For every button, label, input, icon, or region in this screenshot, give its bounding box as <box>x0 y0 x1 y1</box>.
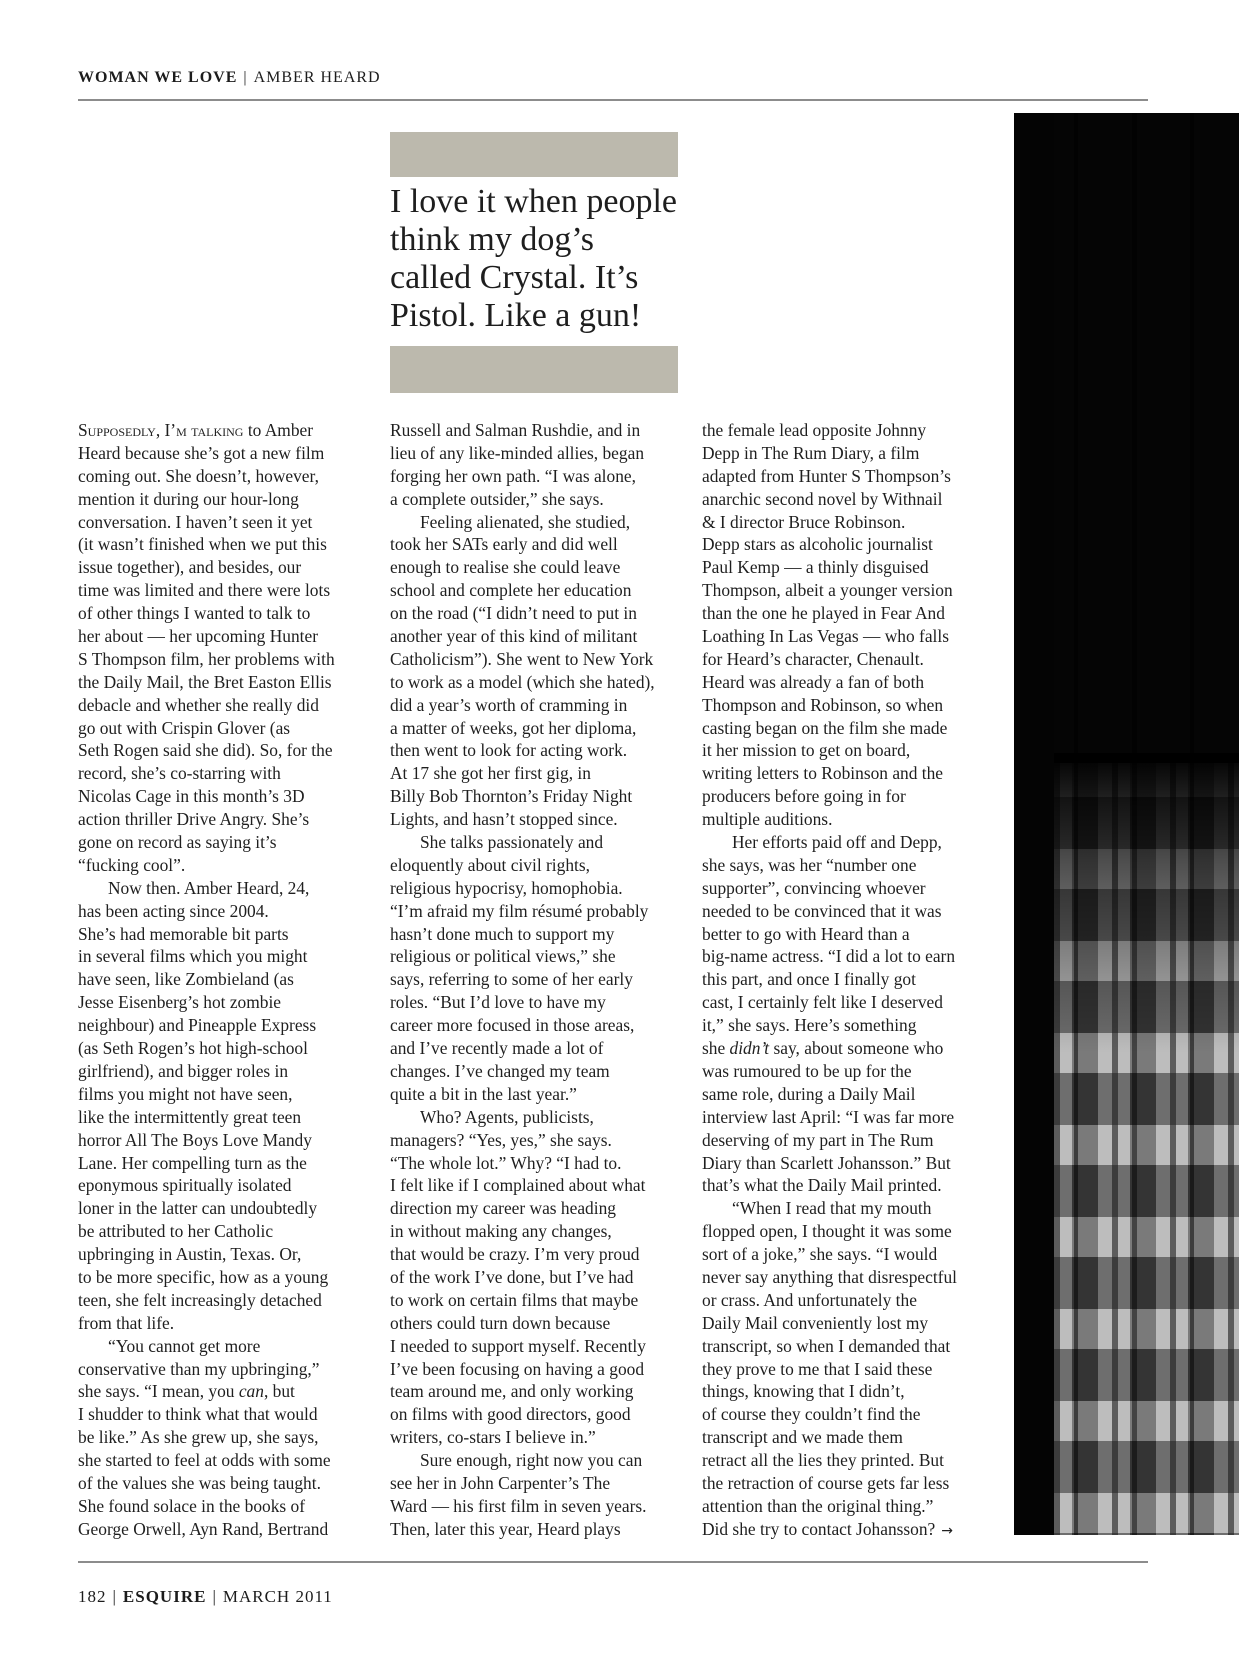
text-line: flopped open, I thought it was some <box>702 1221 952 1242</box>
text-line: Nicolas Cage in this month’s 3D <box>78 786 305 807</box>
text-line: have seen, like Zombieland (as <box>78 969 294 990</box>
text-line: films you might not have seen, <box>78 1083 293 1104</box>
text-line: Loathing In Las Vegas — who falls <box>702 626 949 647</box>
pull-quote <box>390 183 690 335</box>
text-line: writing letters to Robinson and the <box>702 763 944 784</box>
text-line: of the work I’ve done, but I’ve had <box>390 1266 634 1287</box>
text-line: transcript, so when I demanded that <box>702 1335 951 1356</box>
article-column-1 <box>78 419 370 1541</box>
text-line: be like.” As she grew up, she says, <box>78 1427 319 1448</box>
text-line: Feeling alienated, she studied, <box>420 511 631 532</box>
text-line: Then, later this year, Heard plays <box>390 1518 621 1539</box>
text-line: of course they couldn’t find the <box>702 1404 921 1425</box>
text-fragment: Did she try to contact Johansson? <box>702 1518 936 1539</box>
text-line: I needed to support myself. Recently <box>390 1335 646 1356</box>
text-line: Daily Mail conveniently lost my <box>702 1312 929 1333</box>
text-line: multiple auditions. <box>702 809 833 830</box>
text-line: gone on record as saying it’s <box>78 832 277 853</box>
header-separator: | <box>243 69 248 86</box>
text-line: says, referring to some of her early <box>390 969 633 990</box>
text-line: action thriller Drive Angry. She’s <box>78 809 310 830</box>
text-line: it her mission to get on board, <box>702 740 911 761</box>
text-line: others could turn down because <box>390 1312 611 1333</box>
text-line: Seth Rogen said she did). So, for the <box>78 740 333 761</box>
text-line: issue together), and besides, our <box>78 557 302 578</box>
text-line: S Thompson film, her problems with <box>78 648 335 669</box>
text-line: from that life. <box>78 1312 175 1333</box>
text-line: school and complete her education <box>390 580 632 601</box>
text-line: she says, was her “number one <box>702 854 917 875</box>
text-line: team around me, and only working <box>390 1381 634 1402</box>
text-line: She talks passionately and <box>420 832 604 853</box>
text-line: interview last April: “I was far more <box>702 1106 955 1127</box>
text-line: girlfriend), and bigger roles in <box>78 1060 289 1081</box>
text-line: (as Seth Rogen’s hot high-school <box>78 1038 308 1059</box>
text-line: the retraction of course gets far less <box>702 1472 950 1493</box>
text-line: mention it during our hour-long <box>78 488 299 509</box>
text-line: things, knowing that I didn’t, <box>702 1381 905 1402</box>
text-line: for Heard’s character, Chenault. <box>702 648 924 669</box>
page-number: 182 <box>78 1587 107 1606</box>
text-line: conservative than my upbringing,” <box>78 1358 320 1379</box>
text-line: debacle and whether she really did <box>78 694 319 715</box>
pull-quote-bottom-bar <box>390 346 678 393</box>
text-line: writers, co-stars I believe in.” <box>390 1427 596 1448</box>
text-line: I shudder to think what that would <box>78 1404 318 1425</box>
text-line: career more focused in those areas, <box>390 1015 635 1036</box>
magazine-name: ESQUIRE <box>122 1587 207 1606</box>
text-line: another year of this kind of militant <box>390 626 638 647</box>
text-line: and I’ve recently made a lot of <box>390 1038 604 1059</box>
footer-rule <box>78 1561 1148 1563</box>
text-line: producers before going in for <box>702 786 906 807</box>
pull-quote-line: called Crystal. It’s <box>390 259 639 296</box>
text-line: I’ve been focusing on having a good <box>390 1358 645 1379</box>
text-line: changes. I’ve changed my team <box>390 1060 610 1081</box>
text-line: in several films which you might <box>78 946 308 967</box>
text-line: was rumoured to be up for the <box>702 1060 912 1081</box>
text-line: a matter of weeks, got her diploma, <box>390 717 637 738</box>
text-line: the female lead opposite Johnny <box>702 420 927 440</box>
text-line: conversation. I haven’t seen it yet <box>78 511 313 532</box>
text-line: than the one he played in Fear And <box>702 603 945 624</box>
text-line: “You cannot get more <box>108 1335 261 1356</box>
text-line: of the values she was being taught. <box>78 1472 321 1493</box>
text-line: time was limited and there were lots <box>78 580 331 601</box>
curtain-plaid-graphic <box>1014 113 1239 1535</box>
article-column-3 <box>702 419 1002 1541</box>
text-line <box>78 419 370 442</box>
curtain-photo <box>1014 113 1239 1535</box>
text-line: I felt like if I complained about what <box>390 1175 646 1196</box>
text-line: on films with good directors, good <box>390 1404 631 1425</box>
text-line: her about — her upcoming Hunter <box>78 626 319 647</box>
text-line: big-name actress. “I did a lot to earn <box>702 946 956 967</box>
text-line: Depp in The Rum Diary, a film <box>702 442 920 463</box>
text-line: she started to feel at odds with some <box>78 1450 331 1471</box>
text-line: adapted from Hunter S Thompson’s <box>702 465 951 486</box>
text-line: this part, and once I finally got <box>702 969 916 990</box>
pull-quote-top-bar <box>390 132 678 177</box>
text-line: they prove to me that I said these <box>702 1358 933 1379</box>
text-line: Jesse Eisenberg’s hot zombie <box>78 992 282 1013</box>
text-line: cast, I certainly felt like I deserved <box>702 992 943 1013</box>
text-line: teen, she felt increasingly detached <box>78 1289 322 1310</box>
text-line: & I director Bruce Robinson. <box>702 511 906 532</box>
text-line: hasn’t done much to support my <box>390 923 615 944</box>
text-line: see her in John Carpenter’s The <box>390 1472 611 1493</box>
text-line: did a year’s worth of cramming in <box>390 694 628 715</box>
text-line: horror All The Boys Love Mandy <box>78 1129 312 1150</box>
text-line: retract all the lies they printed. But <box>702 1450 944 1471</box>
text-line: Lane. Her compelling turn as the <box>78 1152 307 1173</box>
text-line: religious hypocrisy, homophobia. <box>390 877 623 898</box>
text-line: Depp stars as alcoholic journalist <box>702 534 933 555</box>
text-line: Her efforts paid off and Depp, <box>732 832 942 853</box>
text-line: same role, during a Daily Mail <box>702 1083 916 1104</box>
footer-separator: | <box>212 1587 217 1606</box>
emphasis: can <box>238 1381 264 1402</box>
text-line: coming out. She doesn’t, however, <box>78 465 319 486</box>
text-line: attention than the original thing.” <box>702 1495 934 1516</box>
text-line: eponymous spiritually isolated <box>78 1175 292 1196</box>
text-line: a complete outsider,” she says. <box>390 488 604 509</box>
text-line: George Orwell, Ayn Rand, Bertrand <box>78 1518 329 1539</box>
text-line: “The whole lot.” Why? “I had to. <box>390 1152 622 1173</box>
text-line <box>702 1518 1002 1541</box>
text-line: on the road (“I didn’t need to put in <box>390 603 637 624</box>
text-line: sort of a joke,” she says. “I would <box>702 1244 938 1265</box>
text-line: enough to realise she could leave <box>390 557 621 578</box>
text-fragment: she <box>702 1038 730 1059</box>
text-line: anarchic second novel by Withnail <box>702 488 943 509</box>
section-header <box>78 69 381 87</box>
pull-quote-line: think my dog’s <box>390 221 595 258</box>
text-line <box>702 1037 1002 1060</box>
text-line: direction my career was heading <box>390 1198 616 1219</box>
text-line: eloquently about civil rights, <box>390 854 590 875</box>
text-line: the Daily Mail, the Bret Easton Ellis <box>78 671 332 692</box>
text-fragment: she says. “I mean, you <box>78 1381 239 1402</box>
header-rule <box>78 99 1148 101</box>
text-line: “When I read that my mouth <box>732 1198 932 1219</box>
text-line: Paul Kemp — a thinly disguised <box>702 557 929 578</box>
text-line: Diary than Scarlett Johansson.” But <box>702 1152 951 1173</box>
text-line: upbringing in Austin, Texas. Or, <box>78 1244 302 1265</box>
pull-quote-line: I love it when people <box>390 183 678 220</box>
text-line: has been acting since 2004. <box>78 900 269 921</box>
text-line: Heard because she’s got a new film <box>78 442 325 463</box>
text-line: to Amber <box>243 420 314 440</box>
text-line: Billy Bob Thornton’s Friday Night <box>390 786 633 807</box>
text-line: that’s what the Daily Mail printed. <box>702 1175 942 1196</box>
footer-separator: | <box>112 1587 117 1606</box>
issue-date: MARCH 2011 <box>222 1587 333 1606</box>
text-line: deserving of my part in The Rum <box>702 1129 934 1150</box>
text-line: managers? “Yes, yes,” she says. <box>390 1129 612 1150</box>
text-line <box>78 1380 370 1403</box>
text-line: forging her own path. “I was alone, <box>390 465 636 486</box>
text-line: record, she’s co-starring with <box>78 763 281 784</box>
text-line: neighbour) and Pineapple Express <box>78 1015 317 1036</box>
text-line: transcript and we made them <box>702 1427 903 1448</box>
section-label: WOMAN WE LOVE <box>78 69 238 86</box>
lead-in: Supposedly, I’m talking <box>78 420 244 440</box>
text-line: casting began on the film she made <box>702 717 948 738</box>
text-line: “fucking cool”. <box>78 854 186 875</box>
page-footer <box>78 1587 333 1607</box>
text-line: go out with Crispin Glover (as <box>78 717 291 738</box>
article-column-2 <box>390 419 682 1541</box>
text-line: lieu of any like-minded allies, began <box>390 442 645 463</box>
text-line: to be more specific, how as a young <box>78 1266 329 1287</box>
text-line: then went to look for acting work. <box>390 740 628 761</box>
text-line: Ward — his first film in seven years. <box>390 1495 647 1516</box>
text-line: (it wasn’t finished when we put this <box>78 534 327 555</box>
continue-arrow-icon: → <box>941 1522 954 1539</box>
text-line: Sure enough, right now you can <box>420 1450 643 1471</box>
text-line: She found solace in the books of <box>78 1495 306 1516</box>
text-line: never say anything that disrespectful <box>702 1266 957 1287</box>
emphasis: didn’t <box>729 1038 770 1059</box>
text-line: Thompson and Robinson, so when <box>702 694 944 715</box>
text-line: supporter”, convincing whoever <box>702 877 926 898</box>
text-line: like the intermittently great teen <box>78 1106 302 1127</box>
text-line: that would be crazy. I’m very proud <box>390 1244 640 1265</box>
text-line: Who? Agents, publicists, <box>420 1106 594 1127</box>
text-line: needed to be convinced that it was <box>702 900 942 921</box>
text-line: Catholicism”). She went to New York <box>390 648 654 669</box>
text-line: Lights, and hasn’t stopped since. <box>390 809 618 830</box>
text-line: “I’m afraid my film résumé probably <box>390 900 649 921</box>
text-line: in without making any changes, <box>390 1221 612 1242</box>
text-line: or crass. And unfortunately the <box>702 1289 917 1310</box>
text-line: She’s had memorable bit parts <box>78 923 289 944</box>
text-line: religious or political views,” she <box>390 946 616 967</box>
text-line: took her SATs early and did well <box>390 534 618 555</box>
text-line: to work as a model (which she hated), <box>390 671 655 692</box>
text-line: to work on certain films that maybe <box>390 1289 639 1310</box>
pull-quote-line: Pistol. Like a gun! <box>390 297 642 334</box>
text-line: Thompson, albeit a younger version <box>702 580 953 601</box>
text-line: Heard was already a fan of both <box>702 671 925 692</box>
text-line: better to go with Heard than a <box>702 923 910 944</box>
text-fragment: , but <box>263 1381 295 1402</box>
article-subject: AMBER HEARD <box>253 69 381 86</box>
text-line: Now then. Amber Heard, 24, <box>108 877 310 898</box>
text-line: be attributed to her Catholic <box>78 1221 274 1242</box>
text-line: of other things I wanted to talk to <box>78 603 311 624</box>
text-fragment: say, about someone who <box>769 1038 944 1059</box>
text-line: quite a bit in the last year.” <box>390 1083 577 1104</box>
text-line: loner in the latter can undoubtedly <box>78 1198 318 1219</box>
text-line: Russell and Salman Rushdie, and in <box>390 420 641 440</box>
text-line: it,” she says. Here’s something <box>702 1015 917 1036</box>
text-line: roles. “But I’d love to have my <box>390 992 606 1013</box>
text-line: At 17 she got her first gig, in <box>390 763 591 784</box>
